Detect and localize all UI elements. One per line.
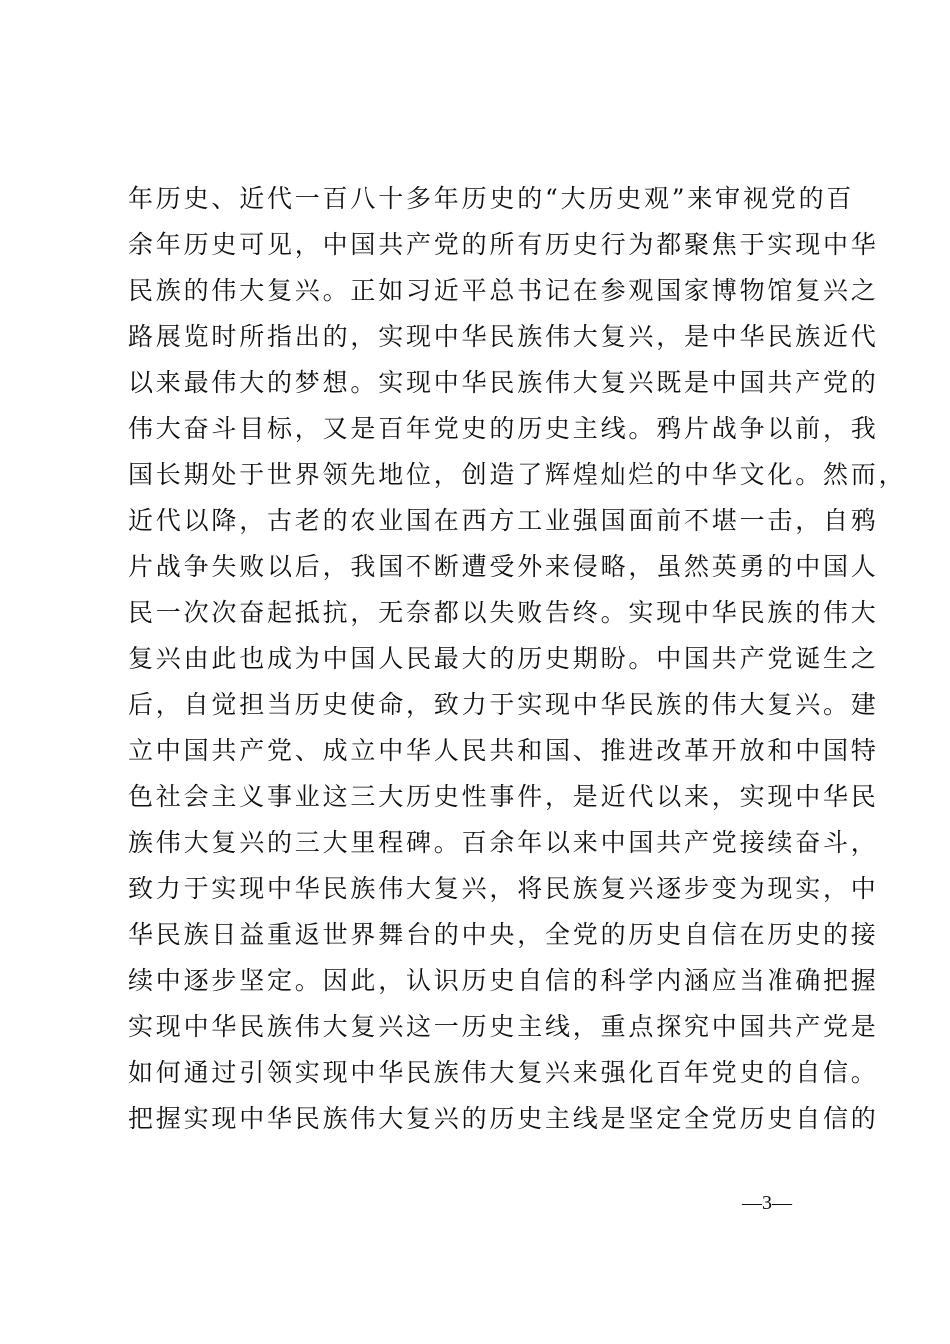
text-line: 致力于实现中华民族伟大复兴，将民族复兴逐步变为现实，中	[128, 874, 879, 903]
text-line: 华民族日益重返世界舞台的中央，全党的历史自信在历史的接	[128, 920, 879, 949]
text-line: 民族的伟大复兴。正如习近平总书记在参观国家博物馆复兴之	[128, 276, 879, 305]
text-line: 余年历史可见，中国共产党的所有历史行为都聚焦于实现中华	[128, 230, 879, 259]
text-line: 国长期处于世界领先地位，创造了辉煌灿烂的中华文化。然而，	[128, 460, 907, 489]
text-line: 后，自觉担当历史使命，致力于实现中华民族的伟大复兴。建	[128, 690, 879, 719]
text-line: 实现中华民族伟大复兴这一历史主线，重点探究中国共产党是	[128, 1012, 879, 1041]
text-line: 色社会主义事业这三大历史性事件，是近代以来，实现中华民	[128, 782, 879, 811]
page-number: —3—	[742, 1192, 792, 1214]
text-line: 复兴由此也成为中国人民最大的历史期盼。中国共产党诞生之	[128, 644, 879, 673]
text-line: 路展览时所指出的，实现中华民族伟大复兴，是中华民族近代	[128, 322, 879, 351]
text-line: 族伟大复兴的三大里程碑。百余年以来中国共产党接续奋斗，	[128, 828, 879, 857]
text-line: 片战争失败以后，我国不断遭受外来侵略，虽然英勇的中国人	[128, 552, 879, 581]
body-paragraph	[128, 176, 907, 1142]
text-line: 把握实现中华民族伟大复兴的历史主线是坚定全党历史自信的	[128, 1104, 879, 1133]
text-line: 伟大奋斗目标，又是百年党史的历史主线。鸦片战争以前，我	[128, 414, 879, 443]
text-line: 立中国共产党、成立中华人民共和国、推进改革开放和中国特	[128, 736, 879, 765]
text-line: 以来最伟大的梦想。实现中华民族伟大复兴既是中国共产党的	[128, 368, 879, 397]
text-line: 如何通过引领实现中华民族伟大复兴来强化百年党史的自信。	[128, 1058, 879, 1087]
text-line: 年历史、近代一百八十多年历史的“大历史观”来审视党的百	[128, 184, 855, 213]
text-line: 近代以降，古老的农业国在西方工业强国面前不堪一击，自鸦	[128, 506, 879, 535]
text-line: 民一次次奋起抵抗，无奈都以失败告终。实现中华民族的伟大	[128, 598, 879, 627]
text-line: 续中逐步坚定。因此，认识历史自信的科学内涵应当准确把握	[128, 966, 879, 995]
